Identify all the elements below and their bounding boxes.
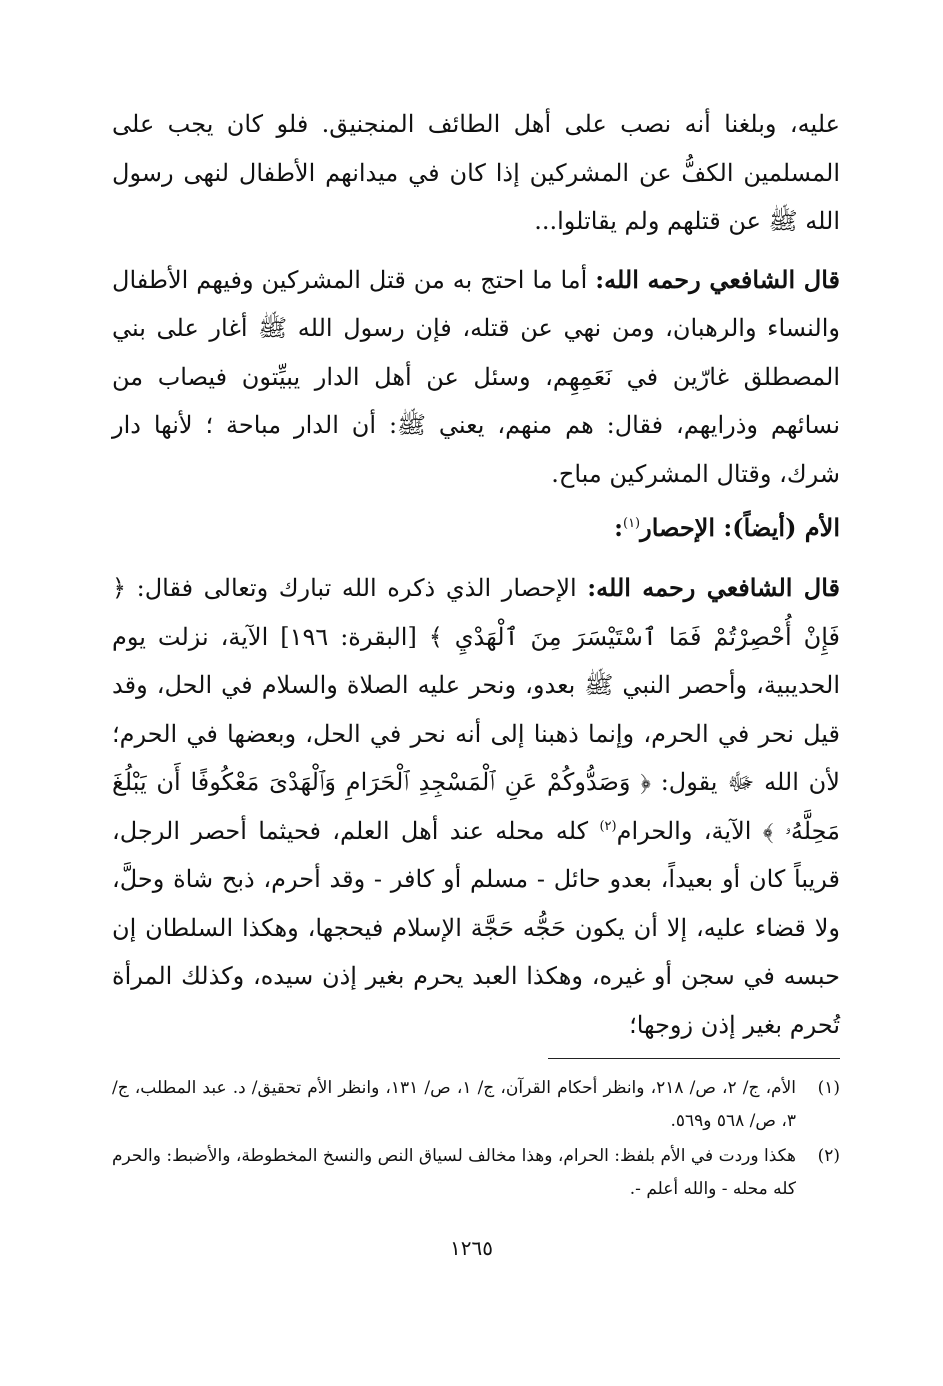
footnote-1-number: (١) bbox=[817, 1078, 840, 1098]
section-heading-colon: : bbox=[614, 513, 623, 542]
footnote-2-number: (٢) bbox=[817, 1146, 840, 1166]
paragraph-2-text: أما ما احتج به من قتل المشركين وفيهم الأطفال والنساء والرهبان، ومن نهي عن قتله، فإن رسول الله ﷺ أغار على بني المصطلق غارّين في نَعَمِهِم، وسئل عن أهل الدار يبيِّتون فيصاب من نسائهم وذرايهم، فقال: هم منهم، يعني ﷺ: أن الدار مباحة ؛ لأنها دار شرك، وقتال المشركين مباح. bbox=[112, 265, 840, 488]
footnote-2-text: هكذا وردت في الأم بلفظ: الحرام، وهذا مخالف لسياق النص والنسخ المخطوطة، والأضبط: والحرم كله محله - والله أعلم -. bbox=[112, 1146, 796, 1199]
page-number: ١٢٦٥ bbox=[450, 1236, 493, 1260]
footnote-1 bbox=[112, 1072, 840, 1138]
paragraph-1-text: عليه، وبلغنا أنه نصب على أهل الطائف المنجنيق. فلو كان يجب على المسلمين الكفُّ عن المشركين إذا كان في ميدانهم الأطفال لنهى رسول الله ﷺ عن قتلهم ولم يقاتلوا... bbox=[112, 110, 840, 235]
paragraph-3 bbox=[112, 564, 840, 1049]
section-heading-text: الأم (أيضاً): الإحصار bbox=[640, 513, 840, 542]
footnote-2 bbox=[112, 1140, 840, 1206]
footnote-ref-2[interactable]: (٢) bbox=[599, 818, 617, 834]
paragraph-3-lead: قال الشافعي رحمه الله: bbox=[587, 573, 840, 602]
spacer bbox=[112, 246, 840, 256]
paragraph-2-lead: قال الشافعي رحمه الله: bbox=[595, 264, 840, 294]
section-heading bbox=[112, 498, 840, 564]
footnote-divider bbox=[548, 1058, 840, 1059]
paragraph-1 bbox=[112, 100, 840, 246]
main-text bbox=[112, 100, 840, 1049]
paragraph-3-text-a: الإحصار الذي ذكره الله تبارك وتعالى فقال: ﴿ فَإِنْ أُحْصِرْتُمْ فَمَا ٱسْتَيْسَرَ مِنَ ٱلْهَدْيِ ﴾ [البقرة: ١٩٦] الآية، نزلت يوم الحديبية، وأحصر النبي ﷺ بعدو، ونحر عليه الصلاة والسلام في الحل، وقد قيل نحر في الحرم، وإنما ذهبنا إلى أنه نحر في الحل، وبعضها في الحرم؛ لأن الله ﷻ يقول: ﴿ وَصَدُّوكُمْ عَنِ ٱلْمَسْجِدِ ٱلْحَرَامِ وَٱلْهَدْىَ مَعْكُوفًا أَن يَبْلُغَ مَحِلَّهُۥ ﴾ الآية، والحرام bbox=[112, 574, 840, 845]
footnote-1-text: الأم، ج/ ٢، ص/ ٢١٨، وانظر أحكام القرآن، ج/ ١، ص/ ١٣١، وانظر الأم تحقيق/ د. عبد المطلب، ج/ ٣، ص/ ٥٦٨ و٥٦٩. bbox=[112, 1078, 796, 1131]
paragraph-2 bbox=[112, 256, 840, 499]
footnote-ref-1[interactable]: (١) bbox=[622, 516, 641, 531]
paragraph-3-text-b: كله محله عند أهل العلم، فحيثما أحصر الرجل، قريباً كان أو بعيداً، بعدو حائل - مسلم أو كافر - وقد أحرم، ذبح شاة وحلَّ، ولا قضاء عليه، إلا أن يكون حَجُّه حَجَّة الإسلام فيحجها، وهكذا السلطان إن حبسه في سجن أو غيره، وهكذا العبد يحرم بغير إذن سيده، وكذلك المرأة تُحرم بغير إذن زوجها؛ bbox=[112, 816, 840, 1039]
footnotes bbox=[112, 1072, 840, 1208]
